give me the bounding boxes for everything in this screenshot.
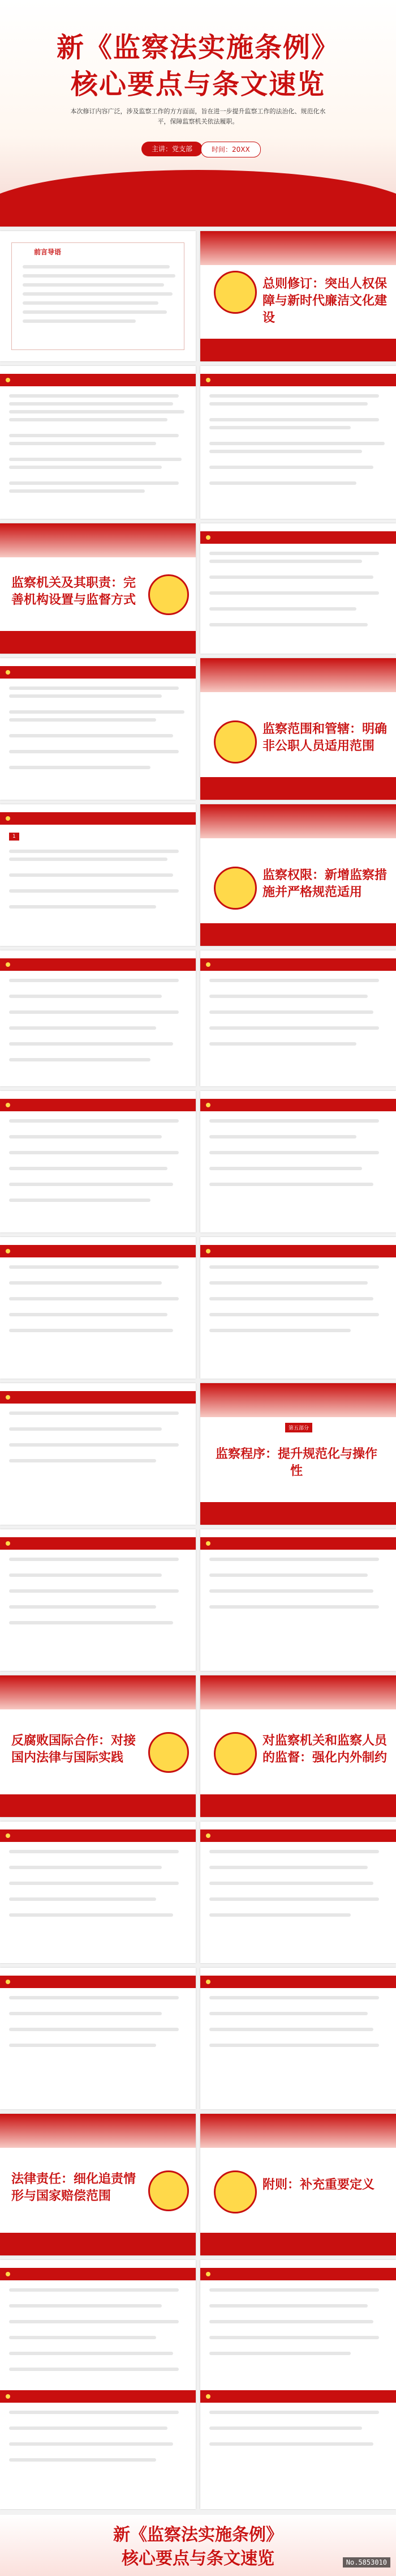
text-card-i: [200, 1091, 396, 1232]
text-card-k: [200, 1237, 396, 1379]
section-title-6: 反腐败国际合作：对接国内法律与国际实践: [11, 1733, 136, 1765]
text-card-r: [200, 1968, 396, 2109]
text-card-h: [0, 1091, 196, 1232]
closing-slide: [0, 2515, 396, 2576]
text-card-o: [0, 1822, 196, 1963]
cover-title-line1: 新《监察法实施条例》: [56, 32, 339, 63]
text-card-b: [200, 366, 396, 519]
cover-wave-front: [0, 170, 396, 227]
text-card-j: [0, 1237, 196, 1379]
preface-label: 前言导语: [34, 248, 62, 256]
text-card-g: [200, 950, 396, 1086]
watermark: No.5853010: [343, 2557, 390, 2568]
date-pill: 时间：20XX: [201, 142, 261, 157]
section-title-9: 附则：补充重要定义: [262, 2177, 375, 2192]
section-card-4: [200, 804, 396, 946]
section-card-9: [200, 2114, 396, 2255]
section-title-1: 总则修订：突出人权保障与新时代廉洁文化建设: [262, 276, 388, 325]
section-card-3: [200, 658, 396, 800]
text-card-a: [0, 366, 196, 519]
section-title-8: 法律责任：细化追责情形与国家赔偿范围: [11, 2172, 136, 2203]
section-card-6: [0, 1675, 196, 1817]
preface-card: [0, 231, 196, 361]
closing-title-line1: 新《监察法实施条例》: [113, 2525, 283, 2545]
section-card-1: [200, 231, 396, 361]
cover-title-line2: 核心要点与条文速览: [70, 69, 325, 100]
closing-title-line2: 核心要点与条文速览: [122, 2549, 274, 2569]
text-card-t: [200, 2260, 396, 2509]
text-card-m: [0, 1529, 196, 1671]
text-card-p: [200, 1822, 396, 1963]
part-label: 第五部分: [285, 1423, 312, 1432]
cover-description: 本次修订内容广泛，涉及监察工作的方方面面，旨在进一步提升监察工作的法治化、规范化水平，保障监察机关依法履职。: [70, 108, 326, 125]
section-title-5: 监察程序：提升规范化与操作性: [215, 1447, 377, 1478]
text-card-n: [200, 1529, 396, 1671]
section-card-8: [0, 2114, 196, 2255]
text-card-l: [0, 1383, 196, 1525]
section-title-3: 监察范围和管辖：明确非公职人员适用范围: [262, 722, 388, 753]
presenter-pill: 主讲：党支部: [141, 142, 203, 156]
section-title-2: 监察机关及其职责：完善机构设置与监督方式: [11, 575, 136, 607]
text-card-q: [0, 1968, 196, 2109]
text-card-s: [0, 2260, 196, 2509]
text-card-f: [0, 950, 196, 1086]
section-title-4: 监察权限：新增监察措施并严格规范适用: [262, 868, 388, 899]
section-card-5: [200, 1383, 396, 1525]
section-title-7: 对监察机关和监察人员的监督：强化内外制约: [262, 1733, 388, 1765]
text-card-d: [0, 658, 196, 800]
text-card-c: [200, 523, 396, 654]
cover-slide: [0, 0, 396, 227]
section-card-2: [0, 523, 196, 654]
text-card-e: 1: [0, 804, 196, 946]
section-card-7: [200, 1675, 396, 1817]
